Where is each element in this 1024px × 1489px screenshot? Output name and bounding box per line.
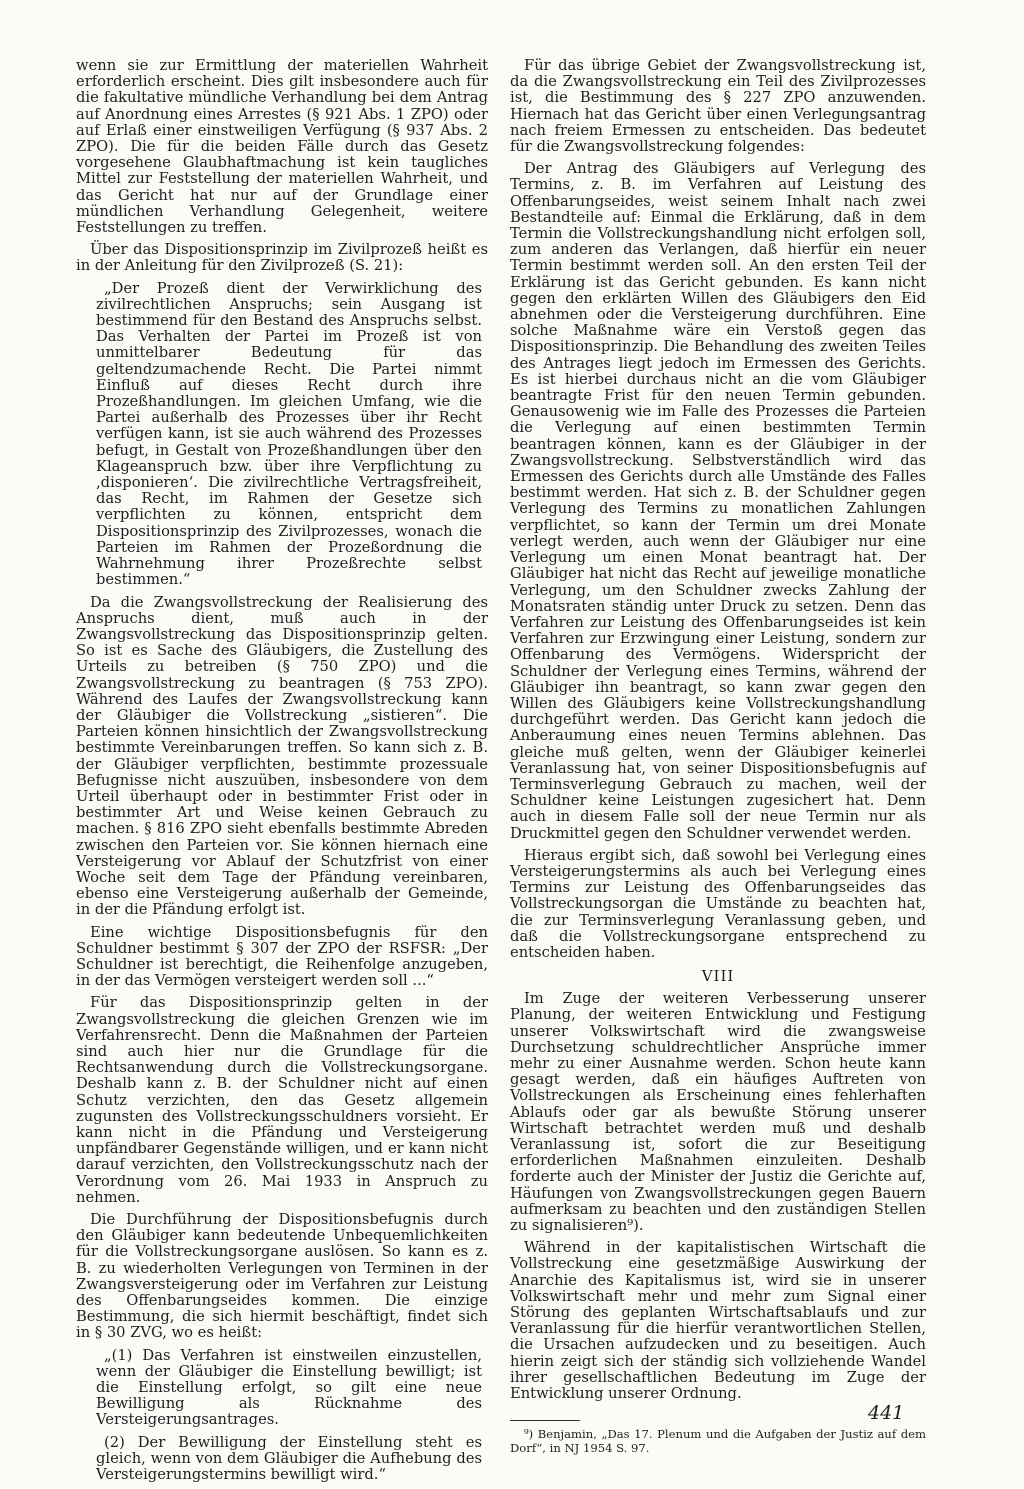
paragraph: Eine wichtige Dispositionsbefugnis für den Schuldner bestimmt § 307 der ZPO der RSFSR: „Der Schuldner ist berechtigt, die Reihenfolge anzugeben, in der das Vermögen versteigert werden soll ...“	[76, 923, 488, 990]
footnote: ⁹) Benjamin, „Das 17. Plenum und die Aufgaben der Justiz auf dem Dorf“, in NJ 1954 S. 97.	[510, 1427, 926, 1456]
paragraph: Über das Dispositionsprinzip im Zivilprozeß heißt es in der Anleitung für den Zivilprozeß (S. 21):	[76, 241, 488, 275]
quotation: „Der Prozeß dient der Verwirklichung des zivilrechtlichen Anspruchs; sein Ausgang ist bestimmend für den Bestand des Anspruchs selbst. Das Verhalten der Partei im Prozeß ist von unmittelbarer Bedeutung für das geltendzumachende Recht. Die Partei nimmt Einfluß auf dieses Recht durch ihre Prozeßhandlungen. Im gleichen Umfang, wie die Partei außerhalb des Prozesses über ihr Recht verfügen kann, ist sie auch während des Prozesses befugt, in Gestalt von Prozeßhandlungen über den Klageanspruch bzw. über ihre Verpflichtung zu ‚disponieren‘. Die zivilrechtliche Vertragsfreiheit, das Recht, im Rahmen der Gesetze sich verpflichten zu können, entspricht dem Dispositionsprinzip des Zivilprozesses, wonach die Parteien im Rahmen der Prozeßordnung die Wahrnehmung ihrer Prozeßrechte selbst bestimmen.“	[96, 279, 482, 589]
paragraph: Für das Dispositionsprinzip gelten in der Zwangsvollstreckung die gleichen Grenzen wie im Verfahrensrecht. Denn die Maßnahmen der Parteien sind auch hier nur die Grundlage für die Rechtsanwendung durch die Vollstreckungsorgane. Deshalb kann z. B. der Schuldner nicht auf einen Schutz verzichten, den das Gesetz allgemein zugunsten des Vollstreckungsschuldners vorsieht. Er kann nicht in die Pfändung und Versteigerung unpfändbarer Gegenstände willigen, und er kann nicht darauf verzichten, den Vollstreckungsschutz nach der Verordnung vom 26. Mai 1933 in Anspruch zu nehmen.	[76, 994, 488, 1206]
paragraph: Für das übrige Gebiet der Zwangsvollstreckung ist, da die Zwangsvollstreckung ein Teil des Zivilprozesses ist, die Bestimmung des § 227 ZPO anzuwenden. Hiernach hat das Gericht über einen Verlegungsantrag nach freiem Ermessen zu entscheiden. Das bedeutet für die Zwangsvollstreckung folgendes:	[510, 57, 926, 156]
section-heading: VIII	[701, 967, 735, 986]
quotation: (2) Der Bewilligung der Einstellung steht es gleich, wenn von dem Gläubiger die Aufhebung des Versteigerungstermins bewilligt wird.“	[96, 1433, 482, 1484]
page-number: 441	[868, 1402, 905, 1424]
footnote-divider	[510, 1420, 580, 1421]
paragraph: wenn sie zur Ermittlung der materiellen Wahrheit erforderlich erscheint. Dies gilt insbesondere auch für die fakultative mündliche Verhandlung bei dem Antrag auf Anordnung eines Arrestes (§ 921 Abs. 1 ZPO) oder auf Erlaß einer einstweiligen Verfügung (§ 937 Abs. 2 ZPO). Die für die beiden Fälle durch das Gesetz vorgesehene Glaubhaftmachung ist kein taugliches Mittel zur Feststellung der materiellen Wahrheit, und das Gericht hat nur auf der Grundlage einer mündlichen Verhandlung Gelegenheit, weitere Feststellungen zu treffen.	[76, 57, 488, 237]
paragraph: Die Durchführung der Dispositionsbefugnis durch den Gläubiger kann bedeutende Unbequemlichkeiten für die Vollstreckungsorgane auslösen. So kann es z. B. zu wiederholten Verlegungen von Terminen in der Zwangsversteigerung oder im Verfahren zur Leistung des Offenbarungseides kommen. Die einzige Bestimmung, die sich hiermit beschäftigt, findet sich in § 30 ZVG, wo es heißt:	[76, 1211, 488, 1342]
paragraph: Im Zuge der weiteren Verbesserung unserer Planung, der weiteren Entwicklung und Festigung unserer Volkswirtschaft wird die zwangsweise Durchsetzung schuldrechtlicher Ansprüche immer mehr zu einer Ausnahme werden. Schon heute kann gesagt werden, daß ein häufiges Auftreten von Vollstreckungen als Erscheinung eines fehlerhaften Ablaufs oder gar als bewußte Störung unserer Wirtschaft betrachtet werden muß und deshalb Veranlassung ist, sofort die zur Beseitigung erforderlichen Maßnahmen einzuleiten. Deshalb forderte auch der Minister der Justiz die Gerichte auf, Häufungen von Zwangsvollstreckungen gegen Bauern aufmerksam zu beachten und den zuständigen Stellen zu signalisieren⁹).	[510, 990, 926, 1235]
paragraph: Der Antrag des Gläubigers auf Verlegung des Termins, z. B. im Verfahren auf Leistung des Offenbarungseides, weist seinem Inhalt nach zwei Bestandteile auf: Einmal die Erklärung, daß in dem Termin die Vollstreckungshandlung nicht erfolgen soll, zum anderen das Verlangen, daß hierfür ein neuer Termin bestimmt werden soll. An den ersten Teil der Erklärung ist das Gericht gebunden. Es kann nicht gegen den erklärten Willen des Gläubigers den Eid abnehmen oder die Versteigerung durchführen. Eine solche Maßnahme wäre ein Verstoß gegen das Dispositionsprinzip. Die Behandlung des zweiten Teiles des Antrages liegt jedoch im Ermessen des Gerichts. Es ist hierbei durchaus nicht an die vom Gläubiger beantragte Frist für den neuen Termin gebunden. Genausowenig wie im Falle des Prozesses die Parteien die Verlegung auf einen bestimmten Termin beantragen können, kann es der Gläubiger in der Zwangsvollstreckung. Selbstverständlich wird das Ermessen des Gerichts durch alle Umstände des Falles bestimmt werden. Hat sich z. B. der Schuldner gegen Verlegung des Termins zu monatlichen Zahlungen verpflichtet, so kann der Termin um drei Monate verlegt werden, auch wenn der Gläubiger nur eine Verlegung um einen Monat beantragt hat. Der Gläubiger hat nicht das Recht auf jeweilige monatliche Verlegung, um den Schuldner zwecks Zahlung der Monatsraten ständig unter Druck zu setzen. Denn das Verfahren zur Leistung des Offenbarungseides ist kein Verfahren zur Erzwingung einer Leistung, sondern zur Offenbarung des Vermögens. Widerspricht der Schuldner der Verlegung eines Termins, während der Gläubiger ihn beantragt, so kann zwar gegen den Willen des Gläubigers keine Vollstreckungshandlung durchgeführt werden. Das Gericht kann jedoch die Anberaumung eines neuen Termins ablehnen. Das gleiche muß gelten, wenn der Gläubiger keinerlei Veranlassung hat, von seiner Dispositionsbefugnis auf Terminsverlegung Gebrauch zu machen, weil der Schuldner keine Leistungen zugesichert hat. Denn auch in diesem Falle soll der neue Termin nur als Druckmittel gegen den Schuldner verwendet werden.	[510, 160, 926, 842]
quotation: „(1) Das Verfahren ist einstweilen einzustellen, wenn der Gläubiger die Einstellung bewilligt; ist die Einstellung erfolgt, so gilt eine neue Bewilligung als Rücknahme des Versteigerungsantrages.	[96, 1346, 482, 1429]
right-column	[510, 58, 926, 1455]
paragraph: Während in der kapitalistischen Wirtschaft die Vollstreckung eine gesetzmäßige Auswirkung der Anarchie des Kapitalismus ist, wird sie in unserer Volkswirtschaft mehr und mehr zum Signal einer Störung des geplanten Wirtschaftsablaufs und zur Veranlassung für die hierfür verantwortlichen Stellen, die Ursachen aufzudecken und zu beseitigen. Auch hierin zeigt sich der ständig sich vollziehende Wandel ihrer gesellschaftlichen Bedeutung im Zuge der Entwicklung unserer Ordnung.	[510, 1239, 926, 1403]
paragraph: Hieraus ergibt sich, daß sowohl bei Verlegung eines Versteigerungstermins als auch bei Verlegung eines Termins zur Leistung des Offenbarungseides das Vollstreckungsorgan die Umstände zu beachten hat, die zur Terminsverlegung Veranlassung geben, und daß die Vollstreckungsorgane entsprechend zu entscheiden haben.	[510, 846, 926, 961]
left-column	[76, 58, 488, 1489]
paragraph: Da die Zwangsvollstreckung der Realisierung des Anspruchs dient, muß auch in der Zwangsvollstreckung das Dispositionsprinzip gelten. So ist es Sache des Gläubigers, die Zustellung des Urteils zu betreiben (§ 750 ZPO) und die Zwangsvollstreckung zu beantragen (§ 753 ZPO). Während des Laufes der Zwangsvollstreckung kann der Gläubiger die Vollstreckung „sistieren“. Die Parteien können hinsichtlich der Zwangsvollstreckung bestimmte Vereinbarungen treffen. So kann sich z. B. der Gläubiger verpflichten, bestimmte prozessuale Befugnisse nicht auszuüben, insbesondere von dem Urteil überhaupt oder in bestimmter Frist oder in bestimmter Art und Weise keinen Gebrauch zu machen. § 816 ZPO sieht ebenfalls bestimmte Abreden zwischen den Parteien vor. Sie können hiernach eine Versteigerung vor Ablauf der Schutzfrist von einer Woche seit dem Tage der Pfändung vereinbaren, ebenso eine Versteigerung außerhalb der Gemeinde, in der die Pfändung erfolgt ist.	[76, 593, 488, 919]
